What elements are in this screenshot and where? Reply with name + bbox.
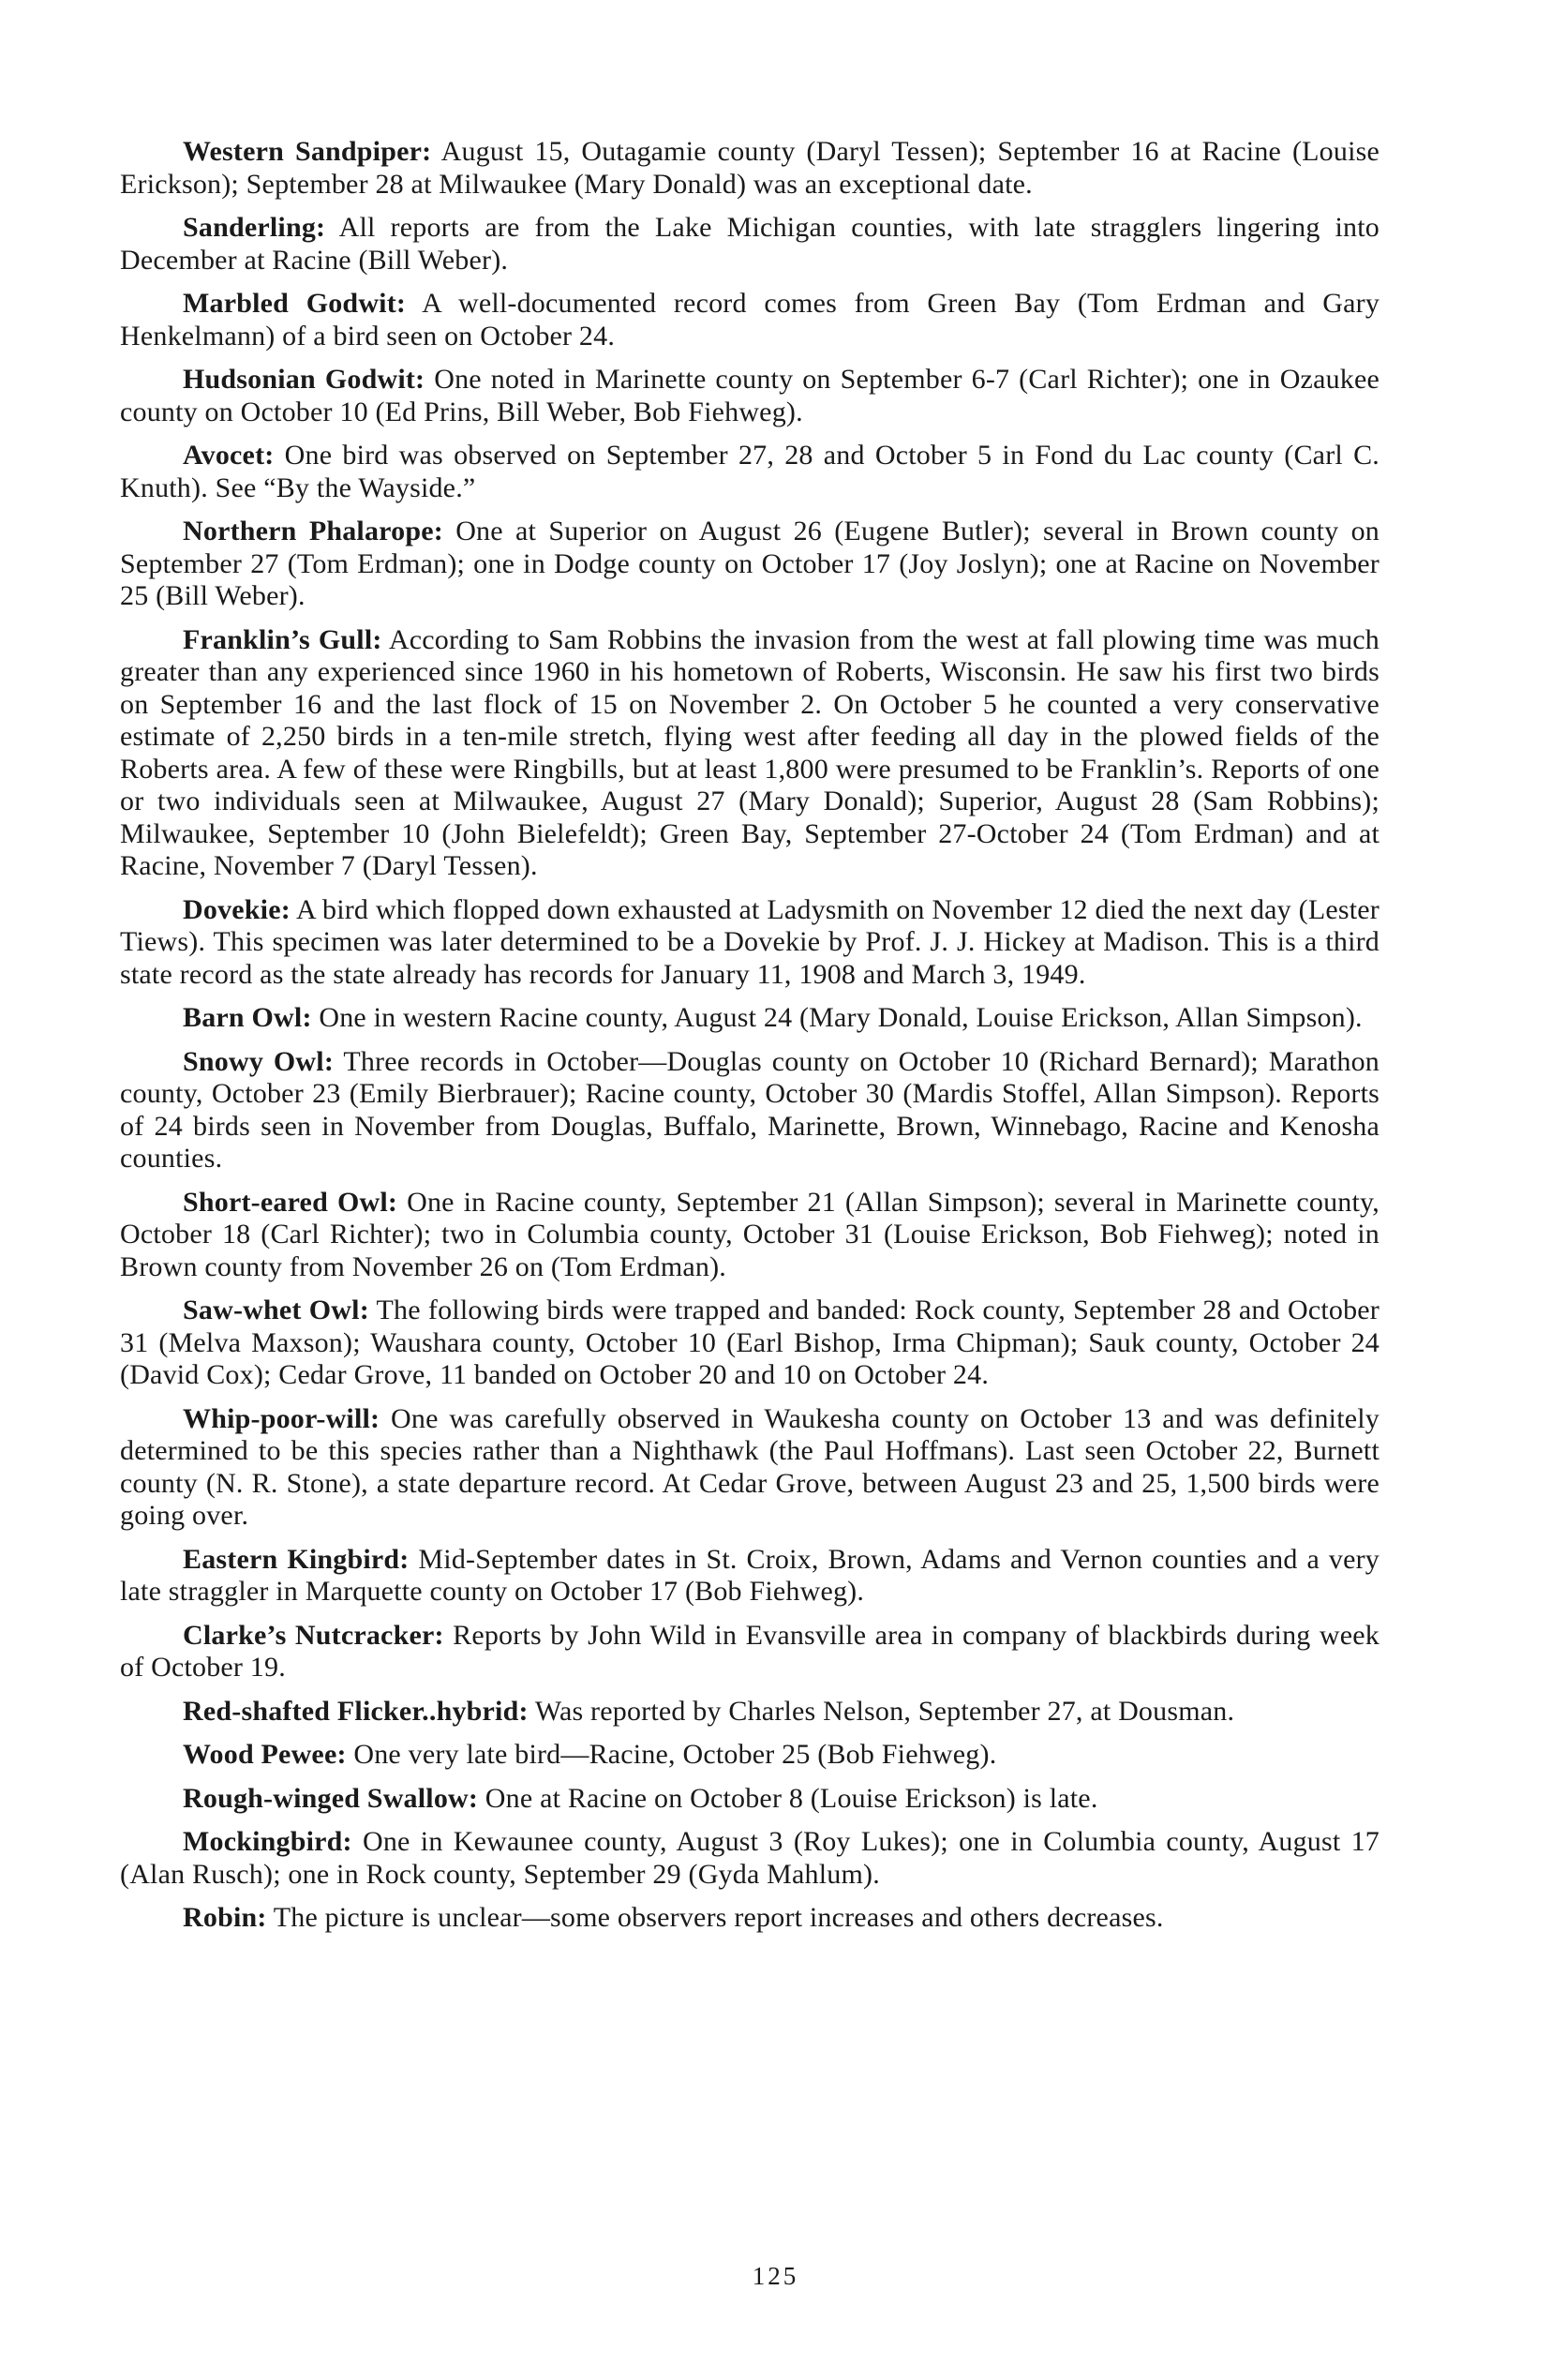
entry-text: The picture is unclear—some observers report increases and others decreases. <box>273 1902 1164 1933</box>
entry-rough-winged-swallow <box>120 1783 1379 1816</box>
species-name: Dovekie: <box>183 893 291 925</box>
species-name: Snowy Owl: <box>183 1045 335 1077</box>
entry-text: One in Kewaunee county, August 3 (Roy Lukes); one in Columbia county, August 17 (Alan Rusch); one in Rock county, September 29 (Gyda Mahlum). <box>120 1826 1380 1890</box>
species-name: Clarke’s Nutcracker: <box>183 1619 444 1651</box>
entry-barn-owl <box>120 1002 1379 1035</box>
entry-text: One in Racine county, September 21 (Allan Simpson); several in Marinette county, October 18 (Carl Richter); two in Columbia county, October 31 (Louise Erickson, Bob Fiehweg); noted in Brown county from November 26 on (Tom Erdman). <box>120 1186 1379 1282</box>
entry-whip-poor-will <box>120 1403 1379 1533</box>
entry-text: Mid-September dates in St. Croix, Brown, Adams and Vernon counties and a very late straggler in Marquette county on October 17 (Bob Fiehweg). <box>120 1543 1379 1607</box>
entry-snowy-owl <box>120 1046 1379 1175</box>
entry-text: August 15, Outagamie county (Daryl Tessen); September 16 at Racine (Louise Erickson); September 28 at Milwaukee (Mary Donald) was an exceptional date. <box>120 136 1380 200</box>
entry-text: One in western Racine county, August 24 (Mary Donald, Louise Erickson, Allan Simpson). <box>319 1002 1363 1033</box>
species-name: Hudsonian Godwit: <box>183 364 425 395</box>
entry-marbled-godwit <box>120 288 1379 352</box>
page-body <box>120 136 1379 1946</box>
entry-text: According to Sam Robbins the invasion from the west at fall plowing time was much greater than any experienced since 1960 in his hometown of Roberts, Wisconsin. He saw his first two birds on September 16 and the last flock of 15 on November 2. On October 5 he counted a very conservative estimate of 2,250 birds in a ten-mile stretch, flying west after feeding all day in the plowed fields of the Roberts area. A few of these were Ringbills, but at least 1,800 were presumed to be Franklin’s. Reports of one or two individuals seen at Milwaukee, August 27 (Mary Donald); Superior, August 28 (Sam Robbins); Milwaukee, September 10 (John Bielefeldt); Green Bay, September 27-October 24 (Tom Erdman) and at Racine, November 7 (Daryl Tessen). <box>120 623 1380 881</box>
species-name: Eastern Kingbird: <box>183 1543 410 1575</box>
species-name: Rough-winged Swallow: <box>183 1782 479 1814</box>
entry-text: Three records in October—Douglas county on October 10 (Richard Bernard); Marathon county, October 23 (Emily Bierbrauer); Racine county, October 30 (Mardis Stoffel, Allan Simpson). Reports of 24 birds seen in November from Douglas, Buffalo, Marinette, Brown, Winnebago, Racine and Kenosha counties. <box>120 1045 1379 1174</box>
species-name: Short-eared Owl: <box>183 1186 398 1218</box>
species-name: Robin: <box>183 1902 267 1933</box>
entry-text: One noted in Marinette county on September 6-7 (Carl Richter); one in Ozaukee county on October 10 (Ed Prins, Bill Weber, Bob Fiehweg). <box>120 364 1380 427</box>
entry-text: One at Superior on August 26 (Eugene Butler); several in Brown county on September 27 (Tom Erdman); one in Dodge county on October 17 (Joy Joslyn); one at Racine on November 25 (Bill Weber). <box>120 516 1379 611</box>
entry-clarkes-nutcracker <box>120 1620 1379 1684</box>
entry-dovekie <box>120 894 1379 992</box>
species-name: Mockingbird: <box>183 1826 352 1857</box>
species-name: Red-shafted Flicker..hybrid: <box>183 1695 529 1727</box>
entry-text: One bird was observed on September 27, 28 and October 5 in Fond du Lac county (Carl C. Knuth). See “By the Wayside.” <box>120 440 1379 503</box>
entry-text: Reports by John Wild in Evansville area in company of blackbirds during week of October 19. <box>120 1619 1379 1683</box>
entry-hudsonian-godwit <box>120 364 1379 428</box>
entry-red-shafted-flicker-hybrid <box>120 1696 1379 1729</box>
species-name: Wood Pewee: <box>183 1739 347 1770</box>
species-name: Northern Phalarope: <box>183 516 443 546</box>
entry-text: One very late bird—Racine, October 25 (Bob Fiehweg). <box>353 1739 997 1770</box>
entry-robin <box>120 1902 1379 1935</box>
entry-text: A bird which flopped down exhausted at Ladysmith on November 12 died the next day (Lester Tiews). This specimen was later determined to be a Dovekie by Prof. J. J. Hickey at Madison. This is a third state record as the state already has records for January 11, 1908 and March 3, 1949. <box>120 893 1379 990</box>
entry-franklins-gull <box>120 624 1379 883</box>
species-name: Sanderling: <box>183 212 326 243</box>
entry-text: The following birds were trapped and banded: Rock county, September 28 and October 31 (Melva Maxson); Waushara county, October 10 (Earl Bishop, Irma Chipman); Sauk county, October 24 (David Cox); Cedar Grove, 11 banded on October 20 and 10 on October 24. <box>120 1295 1379 1390</box>
species-name: Barn Owl: <box>183 1002 312 1033</box>
entry-northern-phalarope <box>120 516 1379 613</box>
entry-text: A well-documented record comes from Green Bay (Tom Erdman and Gary Henkelmann) of a bird seen on October 24. <box>120 288 1380 352</box>
entry-text: Was reported by Charles Nelson, September 27, at Dousman. <box>534 1695 1235 1727</box>
species-name: Whip-poor-will: <box>183 1402 380 1434</box>
species-name: Western Sandpiper: <box>183 136 432 167</box>
entry-mockingbird <box>120 1826 1379 1891</box>
species-name: Avocet: <box>183 440 275 471</box>
entry-text: One was carefully observed in Waukesha county on October 13 and was definitely determined to be this species rather than a Nighthawk (the Paul Hoffmans). Last seen October 22, Burnett county (N. R. Stone), a state departure record. At Cedar Grove, between August 23 and 25, 1,500 birds were going over. <box>120 1402 1379 1531</box>
entry-western-sandpiper <box>120 136 1379 201</box>
entry-text: All reports are from the Lake Michigan counties, with late stragglers lingering into December at Racine (Bill Weber). <box>120 212 1379 276</box>
entry-eastern-kingbird <box>120 1544 1379 1609</box>
entry-sanderling <box>120 212 1379 277</box>
entry-saw-whet-owl <box>120 1295 1379 1392</box>
entry-text: One at Racine on October 8 (Louise Erickson) is late. <box>485 1782 1098 1814</box>
page-number: 125 <box>752 2262 799 2290</box>
entry-short-eared-owl <box>120 1187 1379 1284</box>
entry-wood-pewee <box>120 1739 1379 1772</box>
species-name: Franklin’s Gull: <box>183 623 382 655</box>
species-name: Marbled Godwit: <box>183 288 407 319</box>
species-name: Saw-whet Owl: <box>183 1295 369 1325</box>
entry-avocet <box>120 440 1379 504</box>
